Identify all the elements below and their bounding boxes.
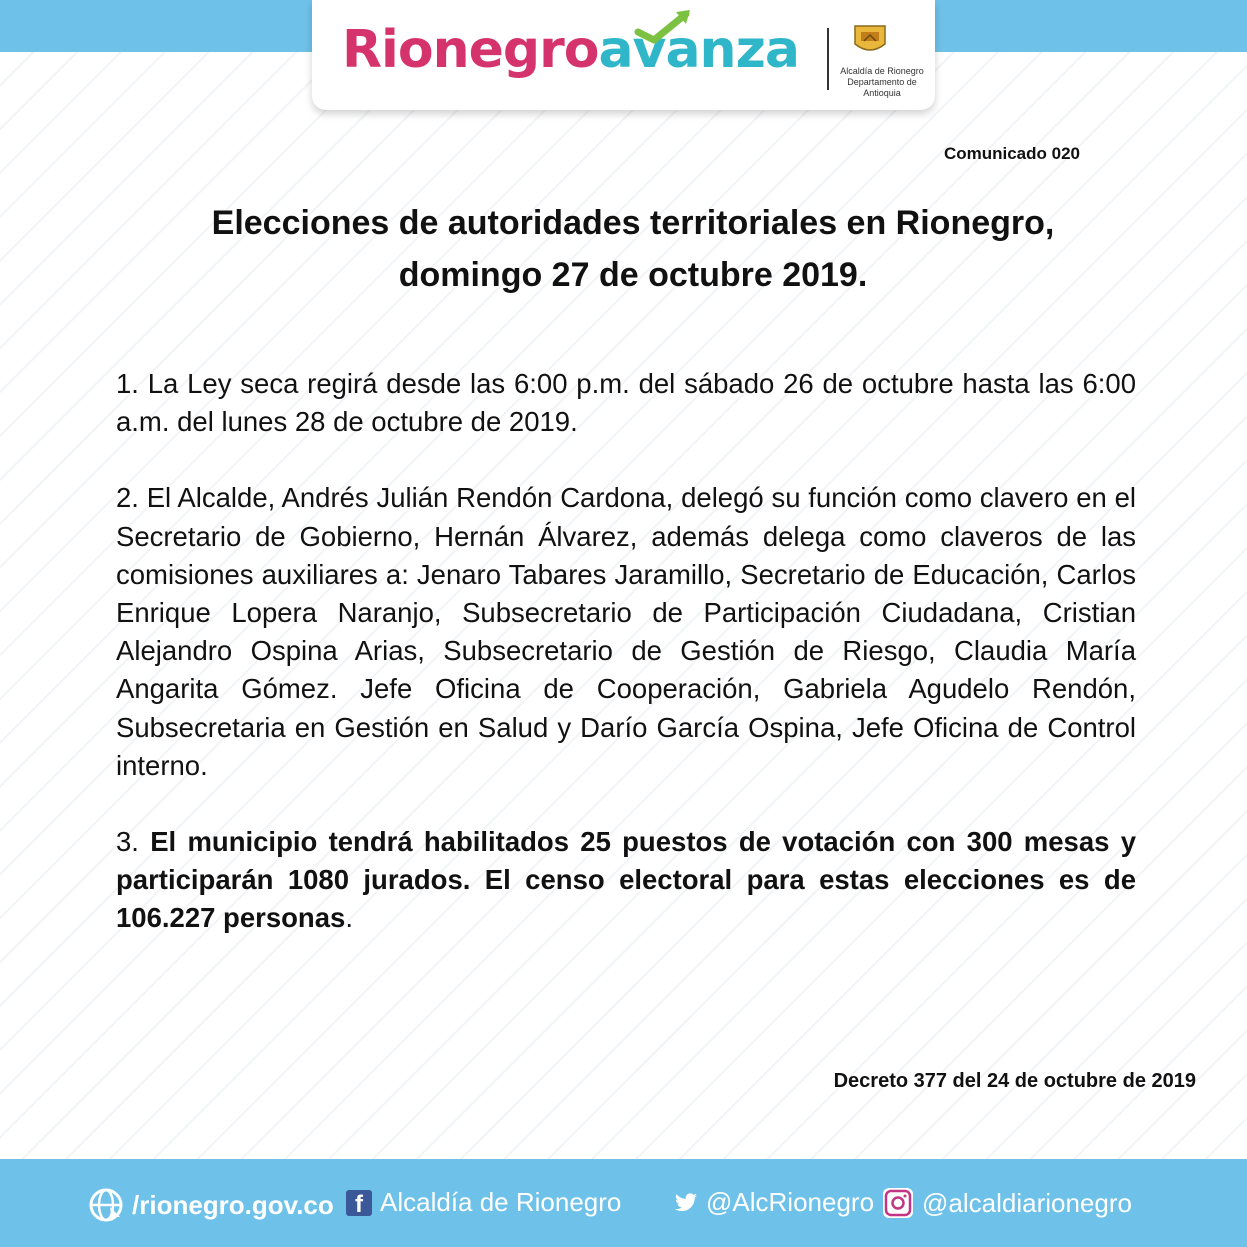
footer-website[interactable] bbox=[88, 1187, 334, 1223]
title-line-1: Elecciones de autoridades territoriales en Rionegro, bbox=[211, 204, 1055, 242]
footer-facebook-label: Alcaldía de Rionegro bbox=[380, 1187, 622, 1217]
footer-instagram[interactable] bbox=[882, 1187, 1132, 1219]
twitter-icon bbox=[674, 1193, 698, 1213]
globe-icon bbox=[88, 1187, 124, 1223]
logo-separator bbox=[827, 28, 829, 90]
footer-instagram-label: @alcaldiarionegro bbox=[922, 1187, 1132, 1218]
decree-reference: Decreto 377 del 24 de octubre de 2019 bbox=[833, 1070, 1196, 1092]
facebook-icon: f bbox=[346, 1190, 372, 1216]
seal-caption-line1: Alcaldía de Rionegro bbox=[840, 66, 924, 76]
item-2-paragraph: 2. El Alcalde, Andrés Julián Rendón Cardona, delegó su función como clavero en el Secretario de Gobierno, Hernán Álvarez, además delega como claveros de las comisiones auxiliares a: Jenaro Tabares Jaramillo, Secretario de Educación, Carlos Enrique Lopera Naranjo, Subsecretario de Participación Ciudadana, Cristian Alejandro Ospina Arias, Subsecretario de Gestión de Riesgo, Claudia María Angarita Gómez. Jefe Oficina de Cooperación, Gabriela Agudelo Rendón, Subsecretaria en Gestión en Salud y Darío García Ospina, Jefe Oficina de Control interno. bbox=[116, 482, 1136, 781]
document-title bbox=[100, 197, 1166, 301]
brand-logo bbox=[342, 20, 799, 80]
comunicado-number: Comunicado 020 bbox=[943, 144, 1080, 163]
instagram-icon bbox=[882, 1187, 914, 1219]
seal-caption-line2: Departamento de Antioquia bbox=[847, 77, 917, 98]
document-body bbox=[116, 365, 1136, 976]
footer-website-label: /rionegro.gov.co bbox=[132, 1189, 334, 1220]
item-3-paragraph bbox=[116, 823, 1136, 938]
item-3-suffix: . bbox=[345, 902, 353, 934]
footer-twitter-label: @AlcRionegro bbox=[706, 1187, 875, 1217]
item-3-prefix: 3. bbox=[116, 826, 151, 858]
brand-name-part2: avanza bbox=[598, 20, 799, 80]
header-logo-card bbox=[312, 0, 935, 110]
footer-twitter[interactable] bbox=[674, 1187, 874, 1218]
brand-name-part1: Rionegro bbox=[342, 20, 599, 80]
municipal-seal-icon bbox=[845, 24, 895, 56]
title-line-2: domingo 27 de octubre 2019. bbox=[398, 256, 868, 294]
seal-caption bbox=[832, 66, 932, 99]
check-arrow-icon bbox=[634, 8, 694, 44]
item-1-paragraph: 1. La Ley seca regirá desde las 6:00 p.m. del sábado 26 de octubre hasta las 6:00 a.m. del lunes 28 de octubre de 2019. bbox=[116, 368, 1136, 438]
item-3-bold-text: El municipio tendrá habilitados 25 puestos de votación con 300 mesas y participarán 1080 jurados. El censo electoral para estas elecciones es de 106.227 personas bbox=[116, 826, 1136, 934]
footer-facebook[interactable] bbox=[346, 1187, 621, 1218]
footer-bar bbox=[0, 1159, 1247, 1247]
